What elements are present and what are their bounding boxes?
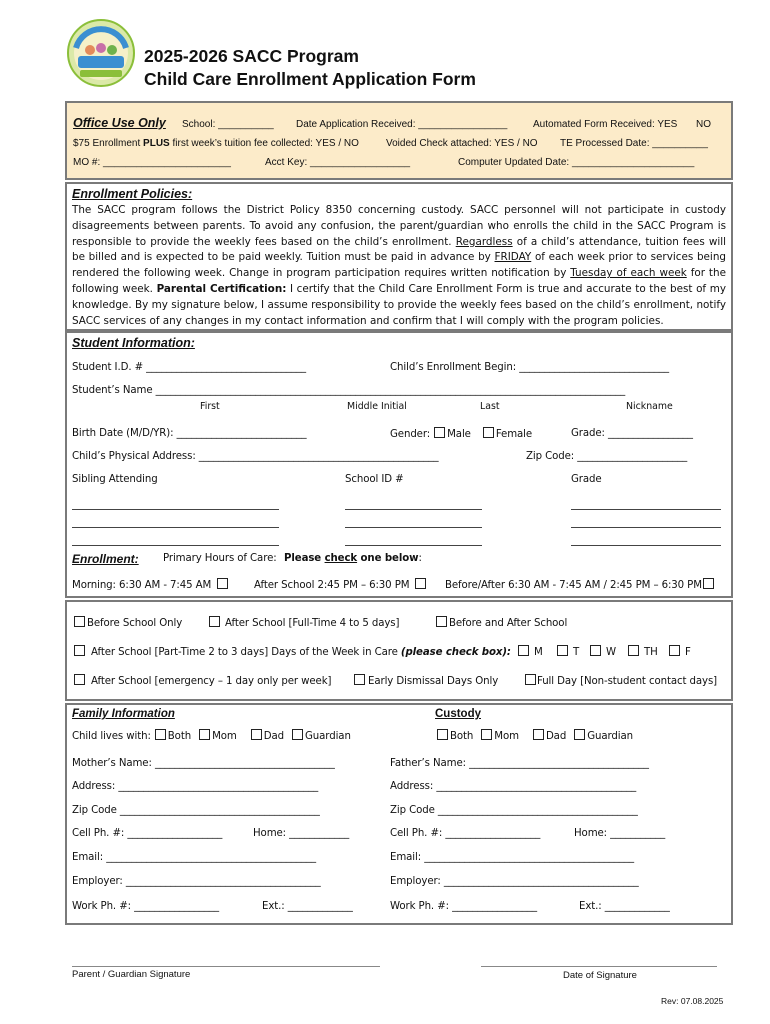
office-enrollment-fee: $75 Enrollment PLUS first week’s tuition fee collected: YES / NO: [73, 138, 359, 149]
office-school: School: __________: [182, 119, 274, 130]
sacc-logo: [66, 18, 136, 88]
office-automated: Automated Form Received: YES: [533, 119, 678, 130]
mother-zip-field[interactable]: Zip Code ________________________________________: [72, 805, 320, 816]
custody-guardian-checkbox[interactable]: [574, 729, 585, 740]
early-dismissal-checkbox[interactable]: [354, 674, 365, 685]
full-day-option: Full Day [Non-student contact days]: [525, 674, 717, 687]
first-label: First: [200, 401, 220, 412]
mother-ext-field[interactable]: Ext.: _____________: [262, 901, 353, 912]
day-t: T: [557, 645, 579, 658]
revision-label: Rev: 07.08.2025: [661, 996, 724, 1006]
mother-email-field[interactable]: Email: __________________________________________: [72, 852, 316, 863]
custody-heading: Custody: [435, 708, 481, 720]
family-heading: Family Information: [72, 708, 175, 720]
before-after-option: Before/After 6:30 AM - 7:45 AM / 2:45 PM – 6:30 PM: [445, 578, 716, 591]
gender-group: Gender: Male Female: [390, 429, 533, 440]
birth-date-field[interactable]: Birth Date (M/D/YR): __________________________: [72, 428, 307, 439]
office-automated-no: NO: [696, 119, 711, 130]
after-part-checkbox[interactable]: [74, 645, 85, 656]
signature-line[interactable]: [72, 966, 380, 967]
father-address-field[interactable]: Address: ________________________________________: [390, 781, 637, 792]
tuesday-text: Tuesday of each week: [570, 267, 687, 280]
day-th: TH: [628, 645, 658, 658]
before-and-after-option: Before and After School: [436, 616, 567, 629]
lives-mom-checkbox[interactable]: [199, 729, 210, 740]
office-use-heading: Office Use Only: [73, 116, 166, 130]
sibling-label: Sibling Attending: [72, 474, 158, 485]
father-cell-field[interactable]: Cell Ph. #: ___________________: [390, 828, 541, 839]
custody-mom-checkbox[interactable]: [481, 729, 492, 740]
mother-home-field[interactable]: Home: ____________: [253, 828, 350, 839]
enrollment-heading: Enrollment:: [72, 552, 139, 566]
father-employer-field[interactable]: Employer: _______________________________________: [390, 876, 639, 887]
day-f-checkbox[interactable]: [669, 645, 680, 656]
certification-label: Parental Certification:: [156, 282, 287, 295]
middle-label: Middle Initial: [347, 401, 407, 412]
day-th-checkbox[interactable]: [628, 645, 639, 656]
office-voided-check: Voided Check attached: YES / NO: [386, 138, 538, 149]
full-day-checkbox[interactable]: [525, 674, 536, 685]
before-only-option: Before School Only: [74, 616, 182, 629]
father-home-field[interactable]: Home: ___________: [574, 828, 666, 839]
after-full-checkbox[interactable]: [209, 616, 220, 627]
form-title-line1: 2025-2026 SACC Program: [144, 46, 359, 66]
student-heading: Student Information:: [72, 336, 195, 350]
regardless-text: Regardless: [455, 235, 513, 248]
office-te-processed: TE Processed Date: __________: [560, 138, 708, 149]
primary-hours-label: Primary Hours of Care:: [163, 553, 277, 564]
last-label: Last: [480, 401, 500, 412]
address-field[interactable]: Child’s Physical Address: ________________________________________________: [72, 451, 439, 462]
male-checkbox[interactable]: [434, 427, 445, 438]
office-acct-key: Acct Key: __________________: [265, 157, 411, 168]
day-t-checkbox[interactable]: [557, 645, 568, 656]
morning-checkbox[interactable]: [217, 578, 228, 589]
after-full-option: After School [Full-Time 4 to 5 days]: [209, 616, 399, 629]
before-after-checkbox[interactable]: [703, 578, 714, 589]
date-signature-line[interactable]: [481, 966, 717, 967]
mother-work-field[interactable]: Work Ph. #: _________________: [72, 901, 220, 912]
school-id-line[interactable]: [345, 509, 482, 510]
grade-line[interactable]: [571, 527, 721, 528]
father-name-field[interactable]: Father’s Name: ____________________________________: [390, 758, 649, 769]
custody-dad-checkbox[interactable]: [533, 729, 544, 740]
office-date-received: Date Application Received: ________________: [296, 119, 508, 130]
lives-both-checkbox[interactable]: [155, 729, 166, 740]
father-ext-field[interactable]: Ext.: _____________: [579, 901, 670, 912]
school-id-label: School ID #: [345, 474, 404, 485]
early-dismissal-option: Early Dismissal Days Only: [354, 674, 498, 687]
policies-heading: Enrollment Policies:: [72, 187, 193, 201]
enrollment-begin-field[interactable]: Child’s Enrollment Begin: ______________________________: [390, 362, 670, 373]
grade-col-label: Grade: [571, 474, 602, 485]
day-f: F: [669, 645, 691, 658]
date-signature-label: Date of Signature: [563, 970, 637, 981]
office-computer-updated: Computer Updated Date: ______________________: [458, 157, 695, 168]
sibling-line[interactable]: [72, 509, 279, 510]
signature-label: Parent / Guardian Signature: [72, 969, 191, 980]
lives-guardian-checkbox[interactable]: [292, 729, 303, 740]
day-w: W: [590, 645, 616, 658]
before-only-checkbox[interactable]: [74, 616, 85, 627]
please-check-label: Please check one below:: [284, 553, 422, 564]
student-id-field[interactable]: Student I.D. # ________________________________: [72, 362, 306, 373]
morning-option: Morning: 6:30 AM - 7:45 AM: [72, 578, 230, 591]
mother-employer-field[interactable]: Employer: _______________________________________: [72, 876, 321, 887]
mother-address-field[interactable]: Address: ________________________________________: [72, 781, 319, 792]
custody-group: Both Mom Dad Guardian: [437, 729, 633, 742]
after-school-option: After School 2:45 PM – 6:30 PM: [254, 578, 428, 591]
form-title-line2: Child Care Enrollment Application Form: [144, 69, 476, 89]
grade-line[interactable]: [571, 509, 721, 510]
after-emergency-checkbox[interactable]: [74, 674, 85, 685]
before-and-after-checkbox[interactable]: [436, 616, 447, 627]
custody-both-checkbox[interactable]: [437, 729, 448, 740]
after-part-option: After School [Part-Time 2 to 3 days] Days of the Week in Care (please check box):: [74, 645, 511, 658]
grade-line[interactable]: [571, 545, 721, 546]
female-checkbox[interactable]: [483, 427, 494, 438]
zip-field[interactable]: Zip Code: ______________________: [526, 451, 688, 462]
lives-dad-checkbox[interactable]: [251, 729, 262, 740]
mother-cell-field[interactable]: Cell Ph. #: ___________________: [72, 828, 223, 839]
day-w-checkbox[interactable]: [590, 645, 601, 656]
grade-field[interactable]: Grade: _________________: [571, 428, 693, 439]
office-mo: MO #: _______________________: [73, 157, 231, 168]
school-id-line[interactable]: [345, 545, 482, 546]
friday-text: FRIDAY: [494, 251, 532, 264]
father-zip-field[interactable]: Zip Code ________________________________________: [390, 805, 638, 816]
policies-text: The SACC program follows the District Policy 8350 concerning custody. SACC personnel will not participate in custody disagreements between parents. To avoid any confusion, the parent/guardian who enrolls the child in the SACC Program is responsible to provide the weekly fees based on the child’s enrollment. Regardless of a child’s attendance, tuition fees will be billed and is expected to be paid weekly. Tuition must be paid in advance by FRIDAY of each week prior to services being rendered the following week. Change in program participation requires written notification by Tuesday of each week for the following week. Parental Certification: I certify that the Child Care Enrollment Form is true and accurate to the best of my knowledge. By my signature below, I assume responsibility to provide the weekly fees based on the child’s enrollment, notify SACC services of any changes in my contact information and confirm that I will comply with the program policies.: [72, 204, 726, 327]
mother-name-field[interactable]: Mother’s Name: ____________________________________: [72, 758, 335, 769]
nickname-label: Nickname: [626, 401, 673, 412]
student-name-field[interactable]: Student’s Name ______________________________________________________________________________________________: [72, 385, 626, 396]
sibling-line[interactable]: [72, 545, 279, 546]
father-work-field[interactable]: Work Ph. #: _________________: [390, 901, 538, 912]
sibling-line[interactable]: [72, 527, 279, 528]
after-school-checkbox[interactable]: [415, 578, 426, 589]
after-emergency-option: After School [emergency – 1 day only per week]: [74, 674, 331, 687]
day-m-checkbox[interactable]: [518, 645, 529, 656]
lives-with-group: Child lives with: Both Mom Dad Guardian: [72, 731, 351, 742]
school-id-line[interactable]: [345, 527, 482, 528]
father-email-field[interactable]: Email: __________________________________________: [390, 852, 634, 863]
day-m: M: [518, 645, 543, 658]
